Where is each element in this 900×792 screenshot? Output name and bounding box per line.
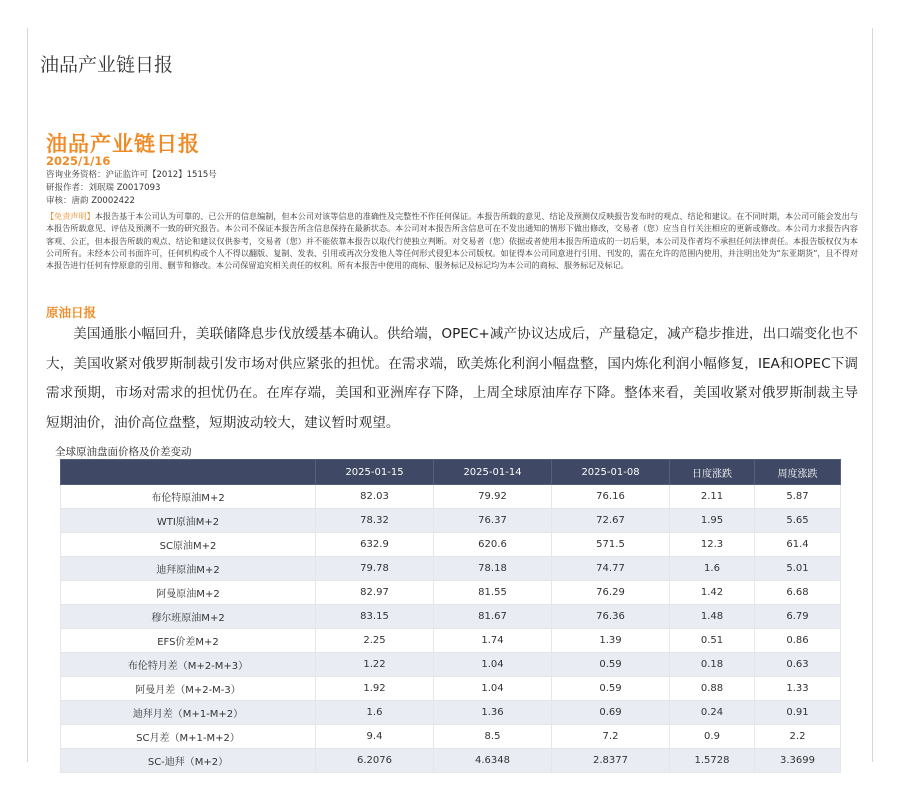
table-cell: 76.37 (434, 509, 552, 533)
table-cell: 0.88 (670, 677, 755, 701)
table-cell: 3.3699 (755, 749, 841, 773)
disclaimer-text: 本报告基于本公司认为可靠的、已公开的信息编制，但本公司对该等信息的准确性及完整性不作任何保证。本报告所载的意见、结论及预测仅反映报告发布时的观点、结论和建议。在不同时期，本公司可能会发出与本报告所载意见、评估及预测不一致的研究报告。本公司不保证本报告所含信息保持在最新状态。本公司对本报告所含信息可在不发出通知的情形下做出修改，交易者（您）应当自行关注相应的更新或修改。本公司力求报告内容客观、公正，但本报告所载的观点、结论和建议仅供参考，交易者（您）并不能依靠本报告以取代行使独立判断。对交易者（您）依据或者使用本报告所造成的一切后果，本公司及作者均不承担任何法律责任。本报告版权仅为本公司所有。未经本公司书面许可，任何机构或个人不得以翻版、复制、发表、引用或再次分发他人等任何形式侵犯本公司版权。如征得本公司同意进行引用、刊发的，需在允许的范围内使用，并注明出处为“东亚期货”，且不得对本报告进行任何有悖原意的引用、删节和修改。本公司保留追究相关责任的权利。所有本报告中使用的商标、服务标记及标记均为本公司的商标、服务标记及标记。 (46, 211, 858, 271)
table-row (61, 725, 841, 749)
table-cell: 1.36 (434, 701, 552, 725)
table-row-label: 布伦特月差（M+2-M+3） (61, 653, 316, 677)
table-cell: 0.59 (552, 677, 670, 701)
table-row-label: 阿曼原油M+2 (61, 581, 316, 605)
table-cell: 0.69 (552, 701, 670, 725)
table-cell: 76.29 (552, 581, 670, 605)
table-cell: 5.01 (755, 557, 841, 581)
table-cell: 82.97 (316, 581, 434, 605)
table-cell: 2.8377 (552, 749, 670, 773)
table-cell: 78.32 (316, 509, 434, 533)
table-cell: 83.15 (316, 605, 434, 629)
table-cell: 4.6348 (434, 749, 552, 773)
table-cell: 1.92 (316, 677, 434, 701)
table-row-label: SC-迪拜（M+2） (61, 749, 316, 773)
table-row (61, 581, 841, 605)
table-cell: 2.2 (755, 725, 841, 749)
table-cell: 0.51 (670, 629, 755, 653)
table-cell: 79.92 (434, 485, 552, 509)
report-date: 2025/1/16 (46, 154, 111, 168)
table-cell: 79.78 (316, 557, 434, 581)
table-row-label: 阿曼月差（M+2-M-3） (61, 677, 316, 701)
table-row (61, 605, 841, 629)
table-cell: 0.24 (670, 701, 755, 725)
table-cell: 72.67 (552, 509, 670, 533)
table-cell: 0.86 (755, 629, 841, 653)
table-row (61, 653, 841, 677)
table-cell: 0.18 (670, 653, 755, 677)
table-row (61, 509, 841, 533)
price-table (60, 459, 841, 773)
table-cell: 12.3 (670, 533, 755, 557)
table-row (61, 677, 841, 701)
table-row (61, 533, 841, 557)
table-row (61, 485, 841, 509)
table-cell: 0.59 (552, 653, 670, 677)
table-cell: 78.18 (434, 557, 552, 581)
table-body (61, 485, 841, 773)
table-header-cell: 2025-01-14 (434, 460, 552, 485)
table-row-label: WTI原油M+2 (61, 509, 316, 533)
disclaimer-tag: 【免责声明】 (46, 211, 95, 221)
report-qualification: 咨询业务资格：沪证监许可【2012】1515号 (46, 170, 217, 180)
section-title: 原油日报 (46, 305, 97, 320)
table-cell: 620.6 (434, 533, 552, 557)
table-cell: 9.4 (316, 725, 434, 749)
table-cell: 0.91 (755, 701, 841, 725)
page-right-border (872, 28, 873, 762)
table-row-label: 布伦特原油M+2 (61, 485, 316, 509)
table-header-row (61, 460, 841, 485)
table-cell: 1.33 (755, 677, 841, 701)
table-cell: 8.5 (434, 725, 552, 749)
table-cell: 81.67 (434, 605, 552, 629)
table-cell: 6.68 (755, 581, 841, 605)
table-cell: 1.95 (670, 509, 755, 533)
table-cell: 1.42 (670, 581, 755, 605)
disclaimer (46, 210, 858, 271)
table-cell: 5.65 (755, 509, 841, 533)
table-row (61, 629, 841, 653)
report-author: 研报作者：刘珉瑞 Z0017093 (46, 183, 161, 193)
report-title: 油品产业链日报 (46, 132, 200, 156)
table-cell: 1.6 (316, 701, 434, 725)
page-title: 油品产业链日报 (40, 54, 174, 76)
table-cell: 1.39 (552, 629, 670, 653)
table-cell: 6.2076 (316, 749, 434, 773)
table-row-label: 迪拜月差（M+1-M+2） (61, 701, 316, 725)
table-cell: 1.04 (434, 653, 552, 677)
table-cell: 7.2 (552, 725, 670, 749)
table-row (61, 557, 841, 581)
table-cell: 5.87 (755, 485, 841, 509)
table-cell: 61.4 (755, 533, 841, 557)
table-cell: 74.77 (552, 557, 670, 581)
table-cell: 571.5 (552, 533, 670, 557)
table-row-label: SC月差（M+1-M+2） (61, 725, 316, 749)
table-cell: 6.79 (755, 605, 841, 629)
table-row-label: EFS价差M+2 (61, 629, 316, 653)
table-header-cell: 2025-01-15 (316, 460, 434, 485)
table-row (61, 701, 841, 725)
table-cell: 0.9 (670, 725, 755, 749)
table-row (61, 749, 841, 773)
table-cell: 1.04 (434, 677, 552, 701)
table-cell: 632.9 (316, 533, 434, 557)
table-header-cell: 2025-01-08 (552, 460, 670, 485)
report-reviewer: 审核：唐韵 Z0002422 (46, 196, 135, 206)
table-cell: 2.25 (316, 629, 434, 653)
page-left-border (27, 28, 28, 762)
table-header-cell: 周度涨跌 (755, 460, 841, 485)
table-cell: 76.36 (552, 605, 670, 629)
table-cell: 1.6 (670, 557, 755, 581)
table-row-label: 穆尔班原油M+2 (61, 605, 316, 629)
table-cell: 76.16 (552, 485, 670, 509)
table-cell: 81.55 (434, 581, 552, 605)
table-cell: 82.03 (316, 485, 434, 509)
table-cell: 0.63 (755, 653, 841, 677)
table-cell: 1.48 (670, 605, 755, 629)
table-header-cell (61, 460, 316, 485)
table-row-label: 迪拜原油M+2 (61, 557, 316, 581)
section-body: 美国通胀小幅回升，美联储降息步伐放缓基本确认。供给端，OPEC+减产协议达成后，产量稳定，减产稳步推进，出口端变化也不大，美国收紧对俄罗斯制裁引发市场对供应紧张的担忧。在需求端，欧美炼化利润小幅盘整，国内炼化利润小幅修复，IEA和OPEC下调需求预期，市场对需求的担忧仍在。在库存端，美国和亚洲库存下降，上周全球原油库存下降。整体来看，美国收紧对俄罗斯制裁主导短期油价，油价高位盘整，短期波动较大，建议暂时观望。 (46, 326, 858, 431)
table-caption: 全球原油盘面价格及价差变动 (55, 446, 192, 458)
table-cell: 1.22 (316, 653, 434, 677)
table-cell: 1.74 (434, 629, 552, 653)
table-cell: 2.11 (670, 485, 755, 509)
table-cell: 1.5728 (670, 749, 755, 773)
table-header-cell: 日度涨跌 (670, 460, 755, 485)
table-row-label: SC原油M+2 (61, 533, 316, 557)
